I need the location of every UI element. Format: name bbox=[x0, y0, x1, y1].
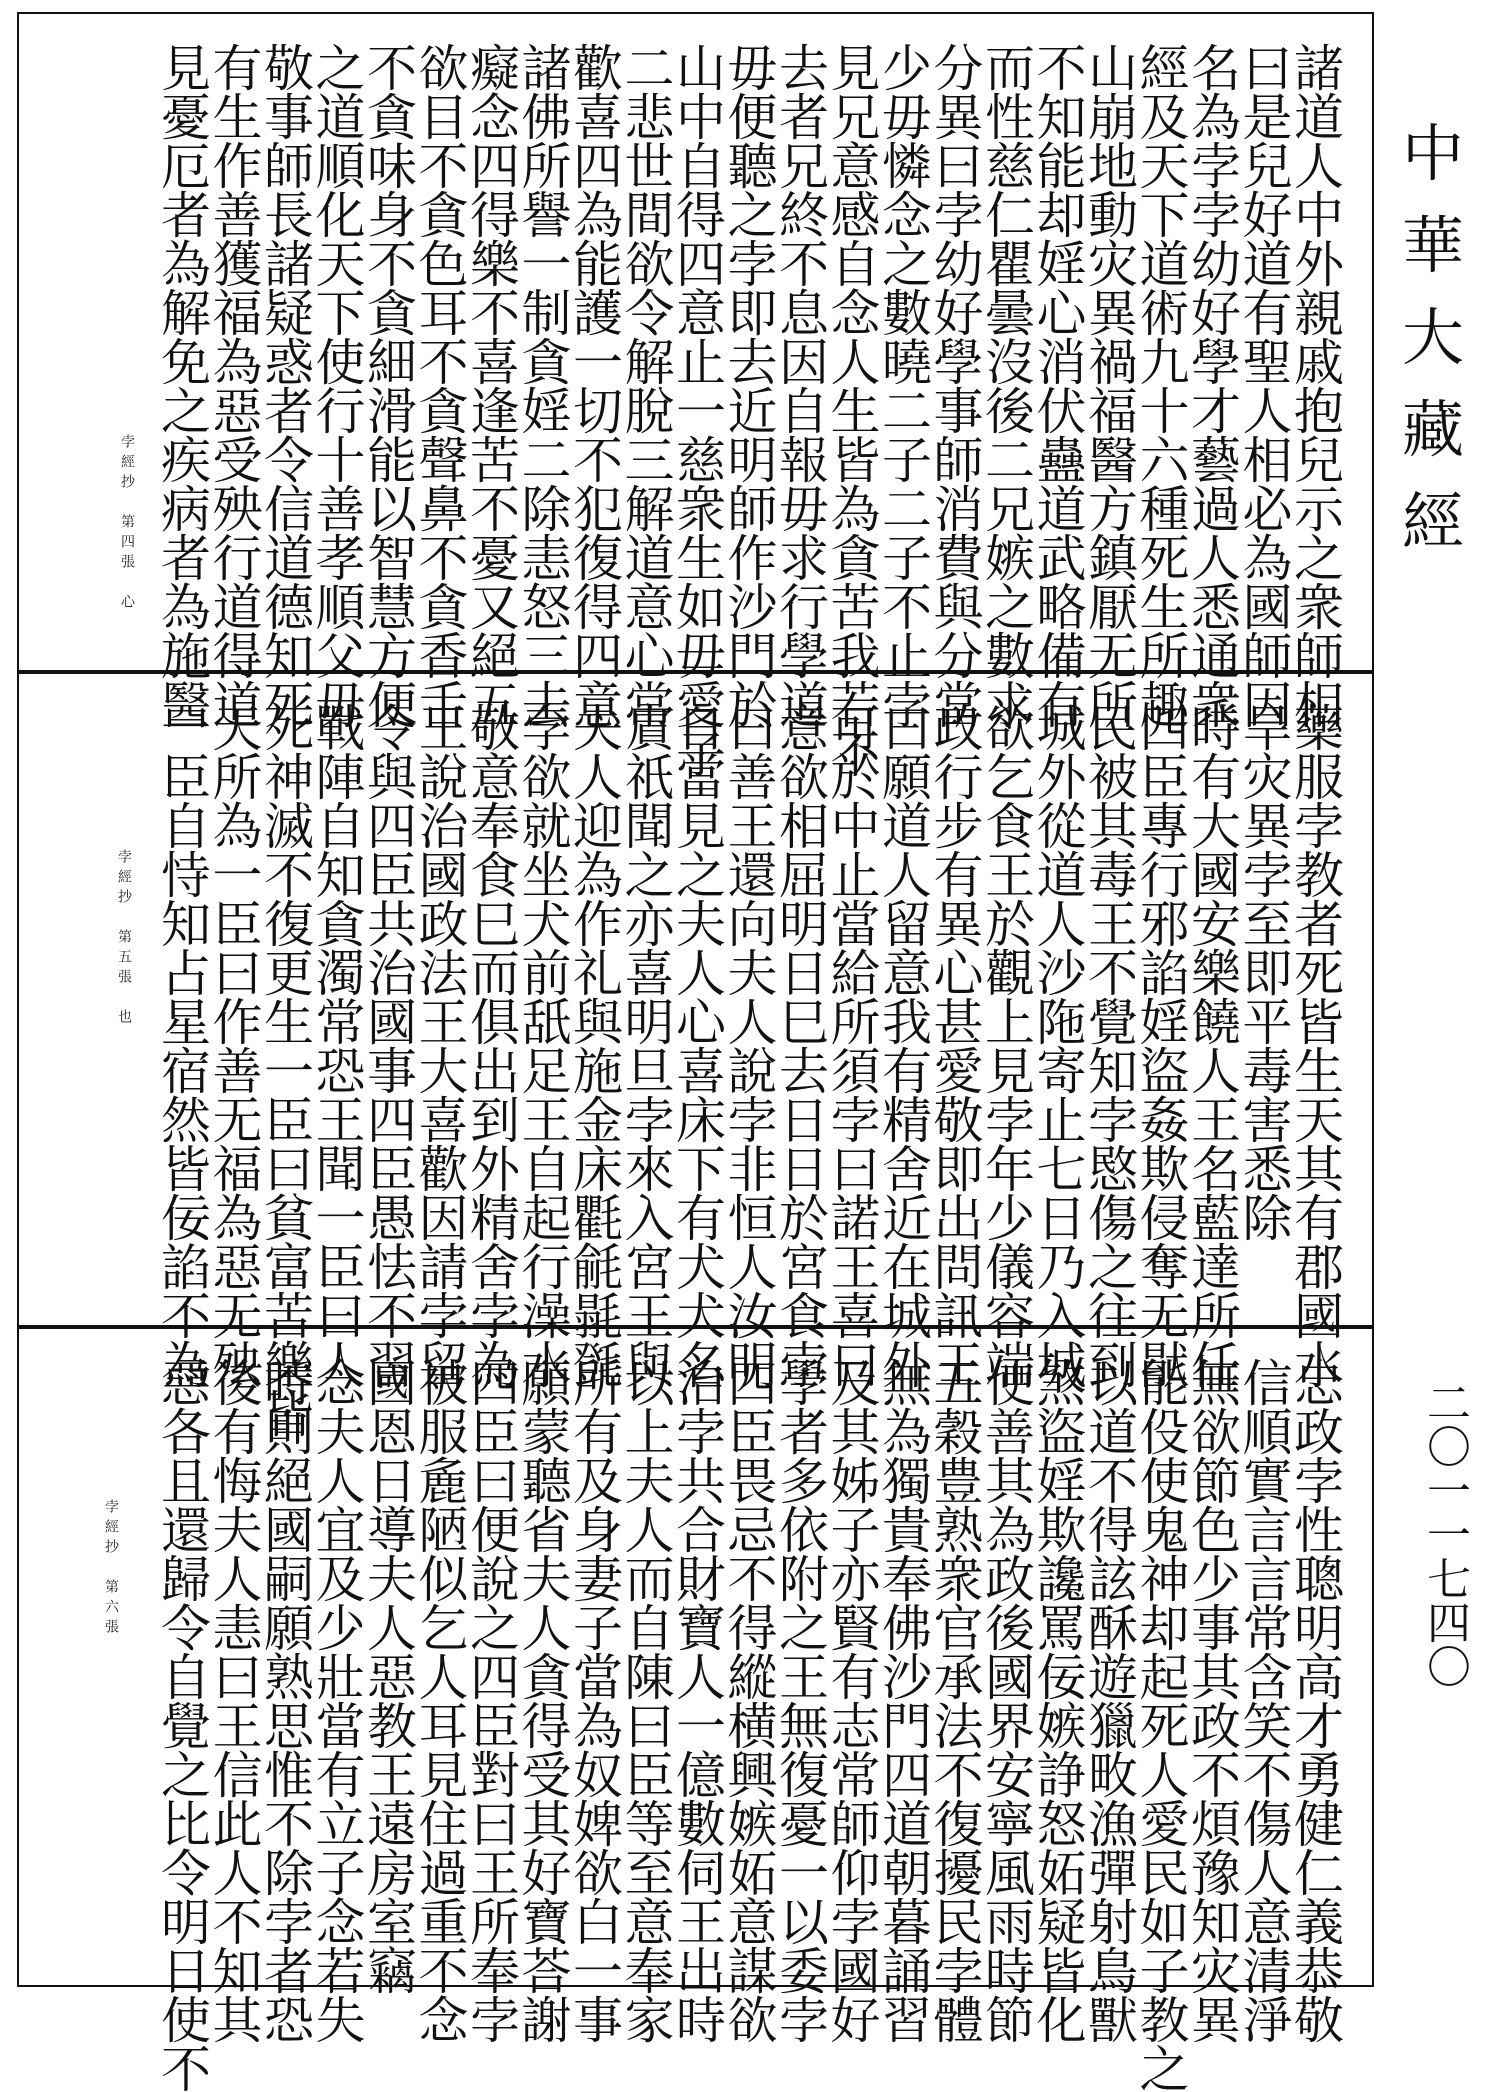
text-column: 而性慈仁瞿曇沒後二兄嫉之數求 bbox=[977, 42, 1035, 728]
text-column: 癡念四得樂不喜逢苦不憂又絕五 bbox=[462, 42, 520, 728]
text-column: 少毋憐念之數曉二子二子不止孛 bbox=[874, 42, 932, 728]
text-column: 見憂厄者為解免之疾病者為施醫 bbox=[153, 42, 211, 728]
text-column: 孛欲就坐犬前舐足王自起行澡水 bbox=[513, 702, 572, 1388]
title-char: 大 bbox=[1401, 301, 1464, 374]
text-column: 信順實言言常含笑不傷人意清淨 bbox=[1234, 1357, 1293, 2043]
text-column: 戰陣自知貪濁常恐王聞一臣曰人 bbox=[307, 702, 366, 1388]
text-column: 四臣專行邪諂婬盜姦欺侵奪无猒 bbox=[1131, 702, 1190, 1388]
text-column: 以道不得詃酥遊獵畋漁彈射鳥獸 bbox=[1080, 1357, 1138, 2043]
text-column: 四臣曰便說之四臣對曰王所奉孛 bbox=[462, 1357, 520, 2043]
text-panel-1 bbox=[17, 12, 1374, 777]
text-column: 日當見之夫人心喜床下有犬犬名 bbox=[668, 702, 726, 1388]
text-column: 願蒙聽省夫人貪得受其好寶荅謝 bbox=[513, 1357, 572, 2043]
text-column: 山崩地動灾異禍福醫方鎮厭无所 bbox=[1080, 42, 1138, 728]
text-panel-2 bbox=[17, 672, 1374, 1437]
text-column: 諸佛所譽一制貪婬二除恚怒三去 bbox=[513, 42, 572, 728]
text-column: 國恩日導夫人惡教王遠房室竊 bbox=[359, 1357, 417, 1994]
page-number: 二〇一一七四〇 bbox=[1419, 1380, 1470, 1688]
title-char: 經 bbox=[1401, 485, 1464, 558]
scripture-title bbox=[1388, 108, 1478, 568]
panel-text bbox=[153, 702, 1344, 1437]
margin-note: 孛經抄 第五張 也 bbox=[116, 849, 132, 1029]
text-column: 分異曰孛幼好學事師消費與分當 bbox=[925, 42, 984, 728]
text-column: 念夫人宜及少壯當有立子念若失 bbox=[307, 1357, 366, 2043]
text-column: 民被其毒王不覺知孛愍傷之往到 bbox=[1080, 702, 1138, 1388]
text-column: 可於中止當給所須孛曰諾王喜曰 bbox=[822, 702, 881, 1388]
text-column: 城外從道人沙陁寄止七日乃入城 bbox=[1028, 702, 1087, 1388]
margin-note: 孛經抄 第四張 心 bbox=[119, 434, 135, 614]
text-column: 欲乞食王於觀上見孛年少儀容端 bbox=[977, 702, 1035, 1388]
text-column: 曰願道人留意我有精舍近在城外 bbox=[874, 702, 932, 1388]
text-column: 見兄意感自念人生皆為貪苦我若不 bbox=[822, 42, 881, 777]
margin-note: 孛經抄 第六張 bbox=[103, 1499, 119, 1639]
text-column: 敬事師長諸疑惑者令信道德知死 bbox=[256, 42, 314, 728]
text-column: 煞盜婬欺讒罵佞嫉諍怒妬疑皆化 bbox=[1028, 1357, 1087, 2043]
text-column: 時則絕國嗣願熟思惟不除孛者恐 bbox=[256, 1357, 314, 2043]
text-column: 無為獨貴奉佛沙門四道朝暮誦習 bbox=[874, 1357, 932, 2043]
title-char: 藏 bbox=[1401, 393, 1464, 466]
text-column: 毋便聽之孛即去近明師作沙門於 bbox=[719, 42, 778, 728]
text-column: 政行步有異心甚愛敬即出問訊王 bbox=[925, 702, 984, 1388]
text-column: 被服麁陋似乞人耳見住過重不念 bbox=[410, 1357, 469, 2043]
text-column: 以上夫人而自陳曰臣等至意奉家 bbox=[616, 1357, 675, 2043]
text-column: 治孛共合財寶人一億數伺王出時 bbox=[668, 1357, 726, 2043]
text-column: 敬意奉食巳而俱出到外精舍孛為 bbox=[462, 702, 520, 1388]
text-column: 及其姊子亦賢有志常師仰孛國好 bbox=[822, 1357, 881, 2043]
text-column: 天所為一臣曰作善无福為惡无殃 bbox=[204, 702, 263, 1388]
text-column: 去者兄終不息因自報毋求行學道 bbox=[771, 42, 829, 728]
text-column: 一臣自恃知占星宿然皆佞諂不為 bbox=[153, 702, 211, 1388]
text-column: 四臣畏忌不得縱横興嫉妬意謀欲 bbox=[719, 1357, 778, 2043]
panel-text bbox=[153, 42, 1344, 777]
text-column: 歡喜四為能護一切不犯復得四意 bbox=[565, 42, 623, 728]
text-column: 山中自得四意止一慈衆生如毋愛子 bbox=[668, 42, 726, 777]
text-column: 能伇使鬼神却起死人愛民如子教之 bbox=[1131, 1357, 1190, 2092]
text-column: 曰善王還向夫人說孛非恒人汝明 bbox=[719, 702, 778, 1388]
text-column: 經及天下道術九十六種死生所趣 bbox=[1131, 42, 1190, 728]
text-column: 夫人迎為作礼與施金床氍毹毾㲪 bbox=[565, 702, 623, 1388]
text-column: 賔祇聞之亦喜明旦孛來入宮王與 bbox=[616, 702, 675, 1388]
text-column: 時有大國安樂饒人王名藍達所任 bbox=[1183, 702, 1241, 1388]
text-column: 二悲世間欲令解脫三解道意心常 bbox=[616, 42, 675, 728]
text-panel-3 bbox=[17, 1327, 1374, 2092]
text-column: 意欲相屈明日巳去日日於宮食孛 bbox=[771, 702, 829, 1388]
panel-text bbox=[153, 1357, 1344, 2092]
text-column: 不貪味身不貪細滑能以智慧方便 bbox=[359, 42, 417, 728]
text-column: 所有及身妻子當為奴婢欲白一事 bbox=[565, 1357, 623, 2043]
text-column: 學者多依附之王無復憂一以委孛 bbox=[771, 1357, 829, 2043]
text-column: 無欲節色少事其政不煩豫知灾異 bbox=[1183, 1357, 1241, 2043]
text-column: 死神滅不復更生一臣曰貧富苦樂皆 bbox=[256, 702, 314, 1437]
text-column: 王說治國政法王大喜歡因請孛留 bbox=[410, 702, 469, 1388]
text-column: 使善其為政後國界安寧風雨時節 bbox=[977, 1357, 1035, 2043]
text-column: 不知能却婬心消伏蠱道武略備有 bbox=[1028, 42, 1087, 728]
text-column: 後有悔夫人恚曰王信此人不知其 bbox=[204, 1357, 263, 2043]
text-column: 旱灾異孛至即平毒害悉除 bbox=[1234, 702, 1293, 1241]
text-column: 欲目不貪色耳不貪聲鼻不貪香舌 bbox=[410, 42, 469, 728]
text-column: 諸道人中外親戚抱兒示之衆師相 bbox=[1286, 42, 1344, 728]
text-column: 名為孛孛幼好學才藝過人悉通衆 bbox=[1183, 42, 1241, 728]
text-column: 五穀豊熟衆官承法不復擾民孛體 bbox=[925, 1357, 984, 2043]
text-column: 有生作善獲福為惡受殃行道得道 bbox=[204, 42, 263, 728]
text-column: 令與四臣共治國事四臣愚怯不習 bbox=[359, 702, 417, 1388]
title-char: 中 bbox=[1401, 117, 1464, 190]
text-column: 惡各且還歸令自覺之比令明日使不 bbox=[153, 1357, 211, 2092]
text-column: 之道順化天下使行十善孝順父毋 bbox=[307, 42, 366, 728]
text-column: 藥服孛教者死皆生天其有郡國水 bbox=[1286, 702, 1344, 1388]
text-column: 忠政孛性聰明高才勇健仁義恭敬 bbox=[1286, 1357, 1344, 2043]
text-column: 曰是兒好道有聖人相必為國師因 bbox=[1234, 42, 1293, 728]
title-char: 華 bbox=[1401, 209, 1464, 282]
